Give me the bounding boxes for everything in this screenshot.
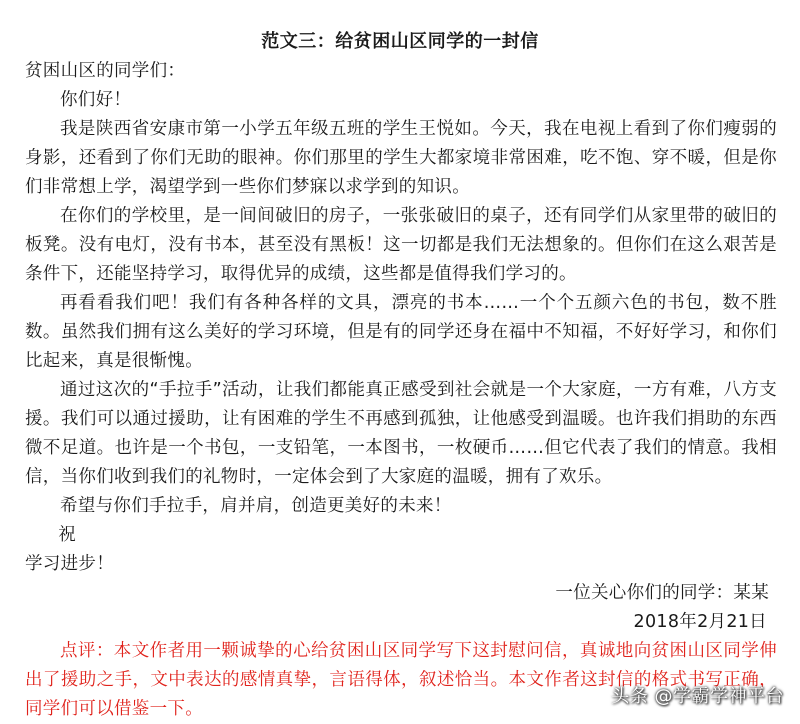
- letter-closing-zhu: 祝: [58, 525, 77, 545]
- watermark-text: 头条 @学霸学神平台: [611, 686, 784, 707]
- letter-salutation: 贫困山区的同学们：: [25, 61, 186, 81]
- letter-paragraph-2: 在你们的学校里，是一间间破旧的房子，一张张破旧的桌子，还有同学们从家里带的破旧的板凳。没有电灯，没有书本，甚至没有黑板！这一切都是我们无法想象的。但你们在这么艰苦是条件下，还能坚持学习，取得优异的成绩，这些都是值得我们学习的。: [25, 206, 777, 284]
- letter-body: [25, 57, 777, 724]
- letter-paragraph-5: 希望与你们手拉手，肩并肩，创造更美好的未来！: [60, 496, 452, 516]
- letter-date: 2018年2月21日: [633, 612, 767, 632]
- letter-paragraph-3: 再看看我们吧！我们有各种各样的文具，漂亮的书本……一个个五颜六色的书包，数不胜数。虽然我们拥有这么美好的学习环境，但是有的同学还身在福中不知福，不好好学习，和你们比起来，真是很惭愧。: [25, 293, 777, 371]
- document-title: 范文三：给贫困山区同学的一封信: [261, 31, 539, 52]
- letter-greeting: 你们好！: [60, 90, 132, 110]
- comment-paragraph: 点评：本文作者用一颗诚挚的心给贫困山区同学写下这封慰问信，真诚地向贫困山区同学伸出了援助之手，文中表达的感情真挚，言语得体，叙述恰当。本文作者这封信的格式书写正确，同学们可以借鉴一下。: [25, 641, 777, 719]
- letter-paragraph-4: 通过这次的“手拉手”活动，让我们都能真正感受到社会就是一个大家庭，一方有难，八方支援。我们可以通过援助，让有困难的学生不再感到孤独，让他感受到温暖。也许我们捐助的东西微不足道。也许是一个书包，一支铅笔，一本图书，一枚硬币……但它代表了我们的情意。我相信，当你们收到我们的礼物时，一定体会到了大家庭的温暖，拥有了欢乐。: [25, 380, 777, 487]
- letter-signature: 一位关心你们的同学：某某: [555, 583, 769, 603]
- letter-closing-wish: 学习进步！: [25, 554, 114, 574]
- letter-paragraph-1: 我是陕西省安康市第一小学五年级五班的学生王悦如。今天，我在电视上看到了你们瘦弱的身影，还看到了你们无助的眼神。你们那里的学生大都家境非常困难，吃不饱、穿不暖，但是你们非常想上学，渴望学到一些你们梦寐以求学到的知识。: [25, 119, 777, 197]
